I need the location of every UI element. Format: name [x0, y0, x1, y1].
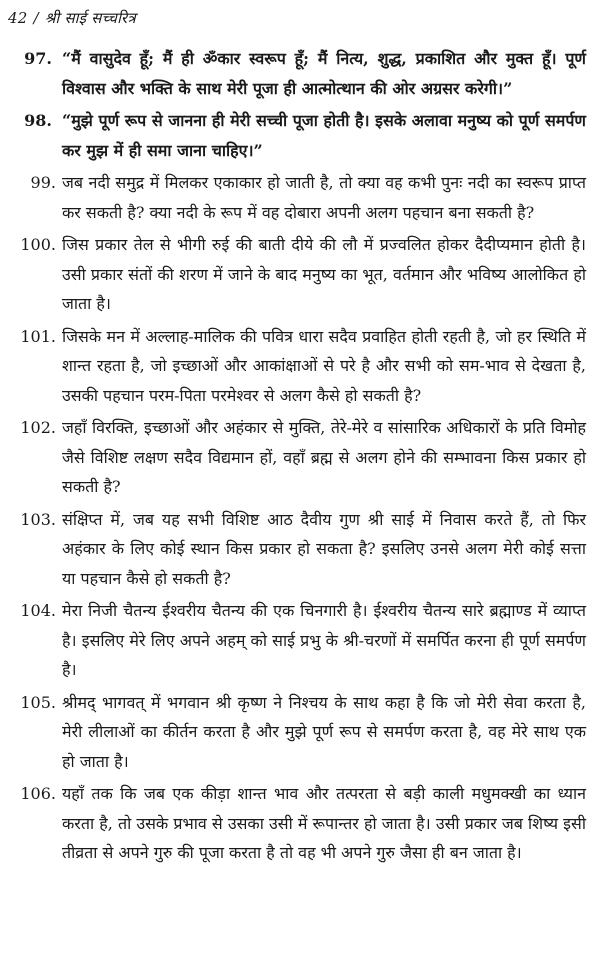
verse-102	[0, 413, 600, 502]
verse-text: जब नदी समुद्र में मिलकर एकाकार हो जाती है, तो क्या वह कभी पुनः नदी का स्वरूप प्राप्त कर सकती है? क्या नदी के रूप में वह दोबारा अपनी अलग पहचान बना सकती है?	[62, 173, 586, 222]
page-number: 42	[8, 9, 28, 27]
verse-104	[0, 596, 600, 685]
verse-text: यहाँ तक कि जब एक कीड़ा शान्त भाव और तत्परता से बड़ी काली मधुमक्खी का ध्यान करता है, तो उसके प्रभाव से उसका उसी में रूपान्तर हो जाता है। उसी प्रकार जब शिष्य इसी तीव्रता से अपने गुरु की पूजा करता है तो वह भी अपने गुरु जैसा ही बन जाता है।	[62, 784, 586, 862]
verse-number: 102.	[20, 418, 56, 437]
verse-text: जिसके मन में अल्लाह-मालिक की पवित्र धारा सदैव प्रवाहित होती रहती है, जो हर स्थिति में शान्त रहता है, जो इच्छाओं और आकांक्षाओं से परे है और सभी को सम-भाव से देखता है, उसकी पहचान परम-पिता परमेश्वर से अलग कैसे हो सकती है?	[62, 326, 586, 405]
verse-number: 101.	[20, 326, 56, 346]
verse-list	[0, 44, 600, 871]
verse-98	[0, 106, 600, 165]
verse-text: जिस प्रकार तेल से भीगी रुई की बाती दीये की लौ में प्रज्वलित होकर दैदीप्यमान होती है। उसी प्रकार संतों की शरण में जाने के बाद मनुष्य का भूत, वर्तमान और भविष्य आलोकित हो जाता है।	[62, 235, 586, 313]
verse-number: 100.	[20, 235, 56, 254]
verse-number: 104.	[20, 601, 56, 620]
verse-number: 99.	[30, 173, 56, 192]
verse-97	[0, 44, 600, 103]
verse-number: 106.	[20, 784, 56, 803]
header-separator: /	[33, 9, 39, 27]
verse-number: 103.	[20, 509, 56, 529]
verse-number: 98.	[24, 111, 52, 130]
verse-106	[0, 779, 600, 868]
verse-text: संक्षिप्त में, जब यह सभी विशिष्ट आठ दैवीय गुण श्री साई में निवास करते हैं, तो फिर अहंकार के लिए कोई स्थान किस प्रकार हो सकता है? इसलिए उनसे अलग मेरी कोई सत्ता या पहचान कैसे हो सकती है?	[62, 509, 586, 588]
verse-number: 97.	[24, 49, 52, 68]
verse-number: 105.	[20, 692, 56, 712]
verse-text: “मुझे पूर्ण रूप से जानना ही मेरी सच्ची पूजा होती है। इसके अलावा मनुष्य को पूर्ण समर्पण कर मुझ में ही समा जाना चाहिए।”	[62, 111, 586, 160]
verse-101	[0, 322, 600, 411]
verse-text: श्रीमद् भागवत् में भगवान श्री कृष्ण ने निश्चय के साथ कहा है कि जो मेरी सेवा करता है, मेरी लीलाओं का कीर्तन करता है और मुझे पूर्ण रूप से समर्पण करता है, वह मेरे साथ एक हो जाता है।	[62, 692, 586, 771]
book-title: श्री साई सच्चरित्र	[44, 9, 136, 27]
verse-99	[0, 168, 600, 227]
verse-text: जहाँ विरक्ति, इच्छाओं और अहंकार से मुक्ति, तेरे-मेरे व सांसारिक अधिकारों के प्रति विमोह जैसे विशिष्ट लक्षण सदैव विद्यमान हों, वहाँ ब्रह्म से अलग होने की सम्भावना किस प्रकार हो सकती है?	[62, 418, 586, 496]
verse-100	[0, 230, 600, 319]
running-header	[8, 8, 136, 28]
verse-text: “मैं वासुदेव हूँ; मैं ही ॐकार स्वरूप हूँ; मैं नित्य, शुद्ध, प्रकाशित और मुक्त हूँ। पूर्ण विश्वास और भक्ति के साथ मेरी पूजा ही आत्मोत्थान की ओर अग्रसर करेगी।”	[62, 49, 586, 98]
verse-105	[0, 688, 600, 777]
verse-text: मेरा निजी चैतन्य ईश्वरीय चैतन्य की एक चिनगारी है। ईश्वरीय चैतन्य सारे ब्रह्माण्ड में व्याप्त है। इसलिए मेरे लिए अपने अहम् को साई प्रभु के श्री-चरणों में समर्पित करना ही पूर्ण समर्पण है।	[62, 601, 586, 679]
verse-103	[0, 505, 600, 594]
